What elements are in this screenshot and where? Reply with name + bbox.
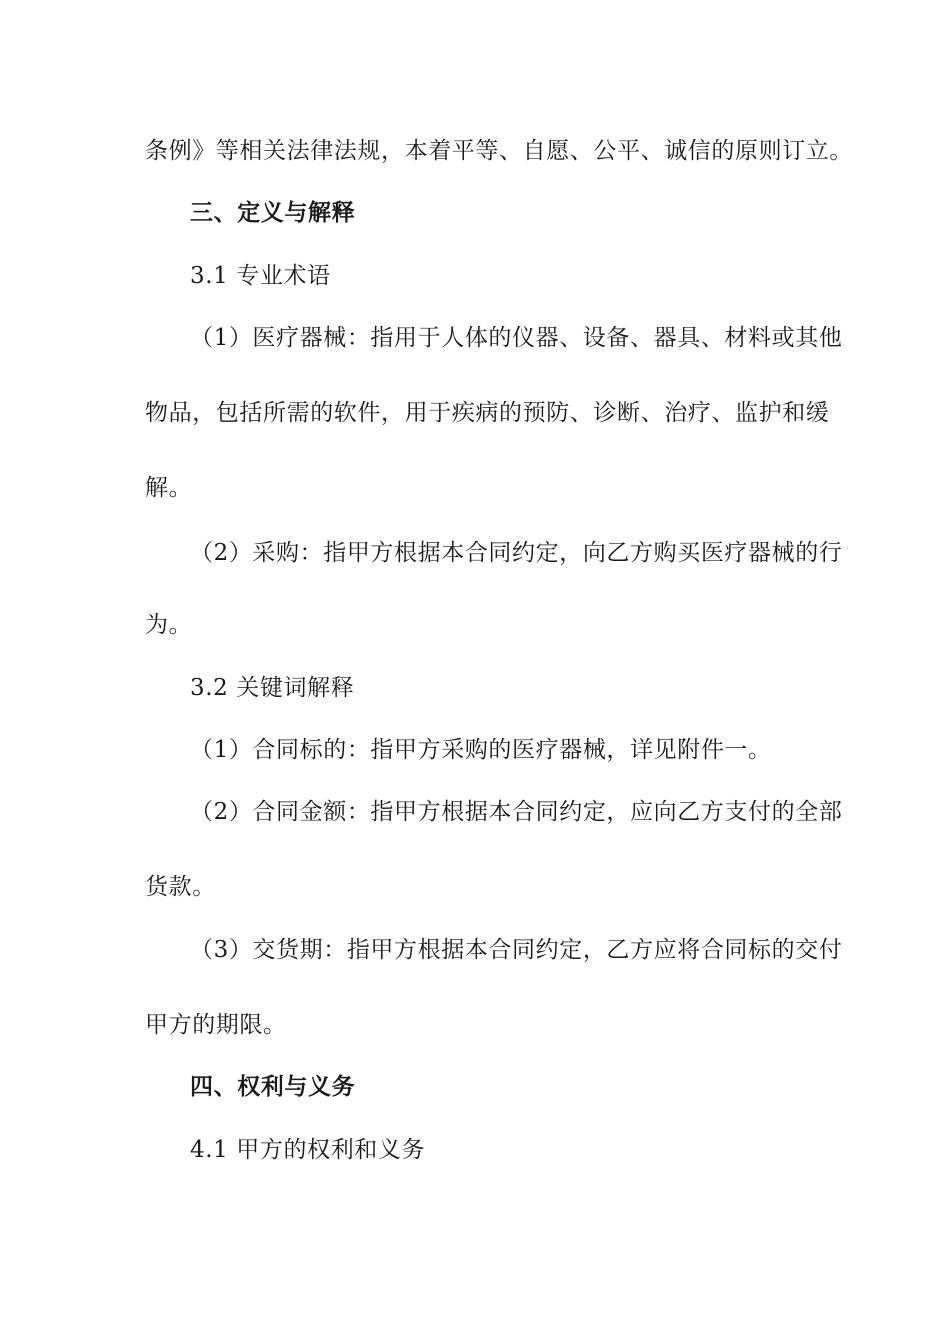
section-heading-3: 三、定义与解释 <box>190 199 356 226</box>
definition-contract-amount-end: 货款。 <box>145 874 216 900</box>
paragraph-continuation: 条例》等相关法律法规，本着平等、自愿、公平、诚信的原则订立。 <box>145 138 853 164</box>
definition-delivery-period-end: 甲方的期限。 <box>145 1012 287 1038</box>
definition-procurement-end: 为。 <box>145 612 193 638</box>
subsection-heading-4-1: 4.1 甲方的权利和义务 <box>190 1137 426 1163</box>
definition-medical-device: （1）医疗器械：指用于人体的仪器、设备、器具、材料或其他 <box>190 325 843 351</box>
definition-delivery-period: （3）交货期：指甲方根据本合同约定，乙方应将合同标的交付 <box>190 937 843 963</box>
section-heading-4: 四、权利与义务 <box>190 1073 356 1100</box>
subsection-heading-3-1: 3.1 专业术语 <box>190 263 331 289</box>
subsection-heading-3-2: 3.2 关键词解释 <box>190 675 355 701</box>
definition-medical-device-end: 解。 <box>145 475 193 501</box>
definition-contract-amount: （2）合同金额：指甲方根据本合同约定，应向乙方支付的全部 <box>190 799 843 825</box>
definition-medical-device-cont: 物品，包括所需的软件，用于疾病的预防、诊断、治疗、监护和缓 <box>145 400 830 426</box>
definition-contract-subject: （1）合同标的：指甲方采购的医疗器械，详见附件一。 <box>190 737 772 763</box>
definition-procurement: （2）采购：指甲方根据本合同约定，向乙方购买医疗器械的行 <box>190 540 843 566</box>
